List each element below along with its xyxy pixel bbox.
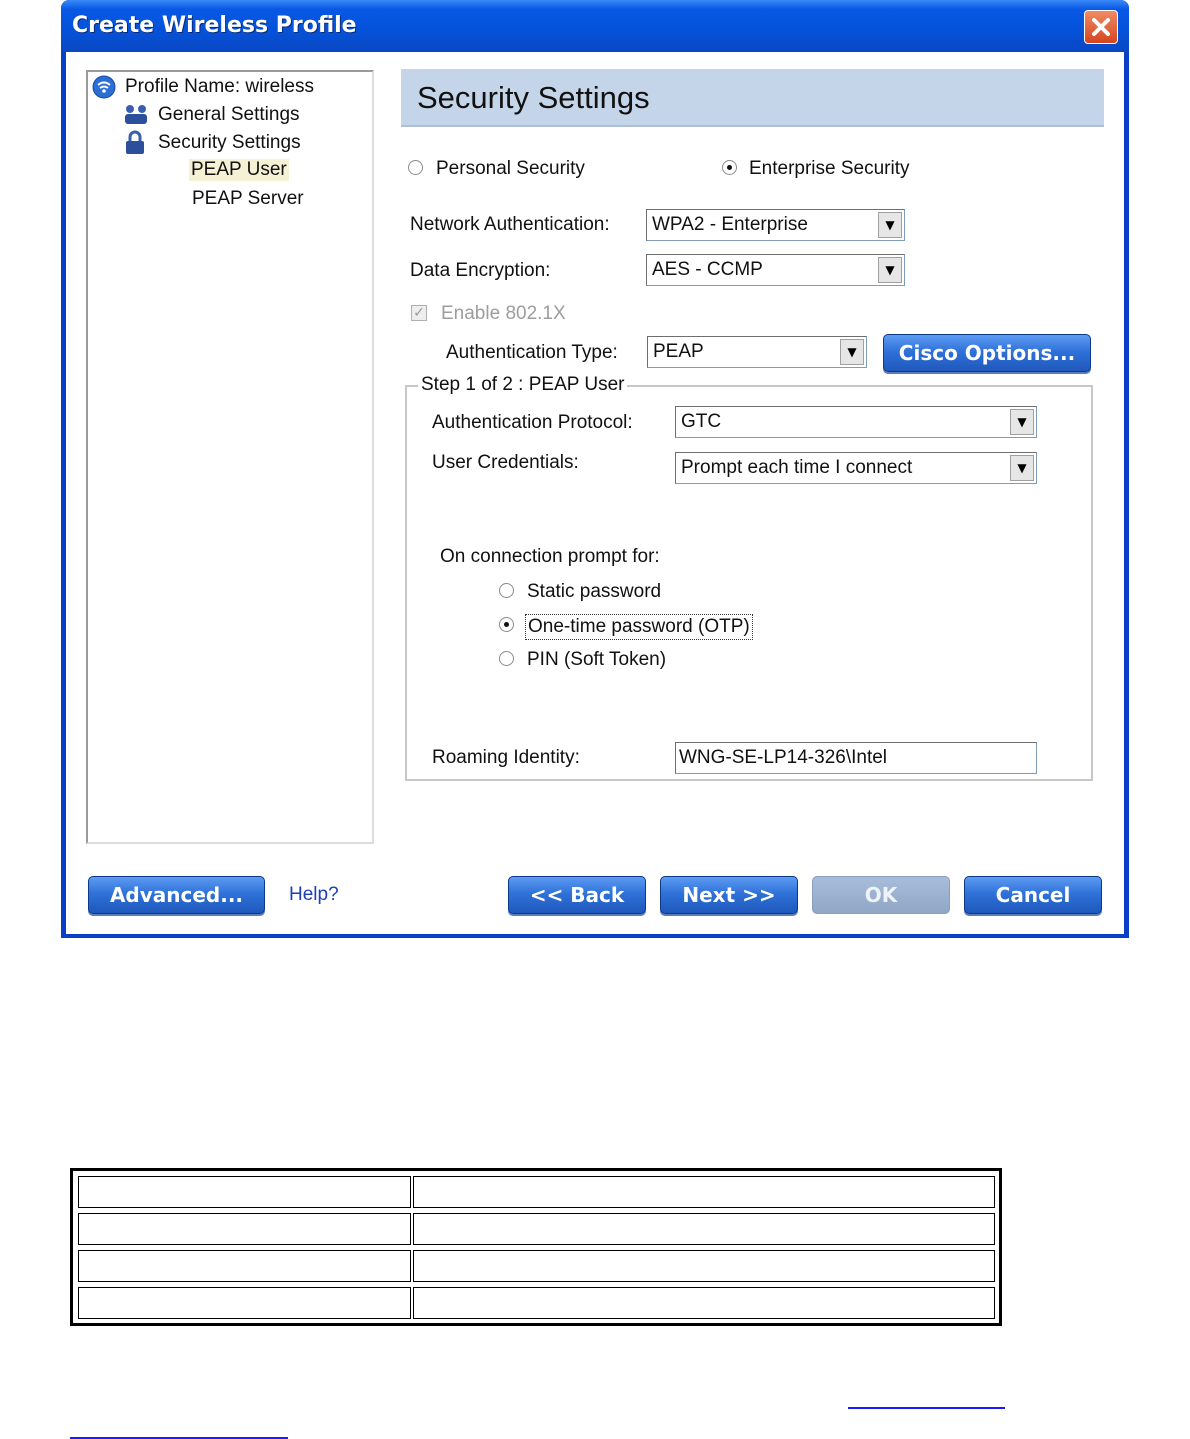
network-authentication-label: Network Authentication: bbox=[410, 214, 610, 235]
tree-item-security-settings[interactable]: Security Settings bbox=[158, 132, 301, 153]
table-cell bbox=[78, 1250, 411, 1282]
table-cell bbox=[413, 1287, 995, 1319]
roaming-identity-input[interactable] bbox=[675, 742, 1037, 774]
table-cell bbox=[78, 1176, 411, 1208]
authentication-type-value: PEAP bbox=[653, 341, 704, 362]
tree-item-peap-server[interactable]: PEAP Server bbox=[192, 188, 304, 209]
data-encryption-select[interactable] bbox=[646, 254, 905, 286]
network-authentication-select[interactable] bbox=[646, 209, 905, 241]
user-credentials-value: Prompt each time I connect bbox=[681, 457, 913, 478]
profile-tree[interactable] bbox=[86, 70, 374, 844]
authentication-protocol-select[interactable] bbox=[675, 406, 1037, 438]
chevron-down-icon[interactable]: ▼ bbox=[1010, 409, 1034, 435]
wireless-icon bbox=[92, 75, 116, 99]
roaming-identity-value: WNG-SE-LP14-326\Intel bbox=[679, 747, 888, 768]
window-title: Create Wireless Profile bbox=[72, 13, 357, 38]
table-cell bbox=[413, 1250, 995, 1282]
enterprise-security-radio[interactable] bbox=[722, 160, 737, 175]
authentication-protocol-value: GTC bbox=[681, 411, 722, 432]
user-credentials-select[interactable] bbox=[675, 452, 1037, 484]
advanced-button[interactable]: Advanced... bbox=[88, 876, 265, 914]
roaming-identity-label: Roaming Identity: bbox=[432, 747, 580, 768]
tree-item-general-settings[interactable]: General Settings bbox=[158, 104, 300, 125]
table-cell bbox=[78, 1213, 411, 1245]
back-button[interactable]: << Back bbox=[508, 876, 646, 914]
personal-security-radio[interactable] bbox=[408, 160, 423, 175]
chevron-down-icon[interactable]: ▼ bbox=[840, 339, 864, 365]
ok-button: OK bbox=[812, 876, 950, 914]
section-title: Security Settings bbox=[417, 80, 650, 115]
cisco-options-button[interactable]: Cisco Options... bbox=[883, 334, 1091, 372]
groupbox-title: Step 1 of 2 : PEAP User bbox=[418, 374, 627, 396]
static-password-radio[interactable] bbox=[499, 583, 514, 598]
enable-8021x-checkbox: ✓ bbox=[411, 305, 427, 321]
otp-radio[interactable] bbox=[499, 617, 514, 632]
otp-label[interactable]: One-time password (OTP) bbox=[525, 614, 753, 640]
tree-item-peap-user[interactable]: PEAP User bbox=[191, 159, 287, 180]
close-button[interactable] bbox=[1084, 10, 1118, 44]
network-authentication-value: WPA2 - Enterprise bbox=[652, 214, 808, 235]
pin-soft-token-radio[interactable] bbox=[499, 651, 514, 666]
chevron-down-icon[interactable]: ▼ bbox=[878, 212, 902, 238]
users-icon bbox=[123, 103, 149, 127]
tree-item-profile-name[interactable]: Profile Name: wireless bbox=[125, 76, 314, 97]
link-underline[interactable] bbox=[848, 1407, 1005, 1409]
close-icon bbox=[1085, 11, 1117, 43]
data-encryption-value: AES - CCMP bbox=[652, 259, 763, 280]
authentication-protocol-label: Authentication Protocol: bbox=[432, 412, 633, 433]
table-cell bbox=[413, 1213, 995, 1245]
enable-8021x-label: Enable 802.1X bbox=[441, 303, 566, 324]
data-encryption-label: Data Encryption: bbox=[410, 260, 551, 281]
next-button[interactable]: Next >> bbox=[660, 876, 798, 914]
table-cell bbox=[78, 1287, 411, 1319]
empty-table bbox=[70, 1168, 1002, 1326]
chevron-down-icon[interactable]: ▼ bbox=[1010, 455, 1034, 481]
personal-security-label[interactable]: Personal Security bbox=[436, 158, 585, 179]
table-cell bbox=[413, 1176, 995, 1208]
authentication-type-label: Authentication Type: bbox=[446, 342, 618, 363]
authentication-type-select[interactable] bbox=[647, 336, 867, 368]
static-password-label[interactable]: Static password bbox=[527, 581, 662, 602]
user-credentials-label: User Credentials: bbox=[432, 452, 579, 473]
lock-icon bbox=[123, 130, 147, 156]
prompt-for-label: On connection prompt for: bbox=[440, 546, 660, 567]
chevron-down-icon[interactable]: ▼ bbox=[878, 257, 902, 283]
enterprise-security-label[interactable]: Enterprise Security bbox=[749, 158, 910, 179]
pin-soft-token-label[interactable]: PIN (Soft Token) bbox=[527, 649, 667, 670]
cancel-button[interactable]: Cancel bbox=[964, 876, 1102, 914]
help-link[interactable]: Help? bbox=[289, 884, 339, 905]
